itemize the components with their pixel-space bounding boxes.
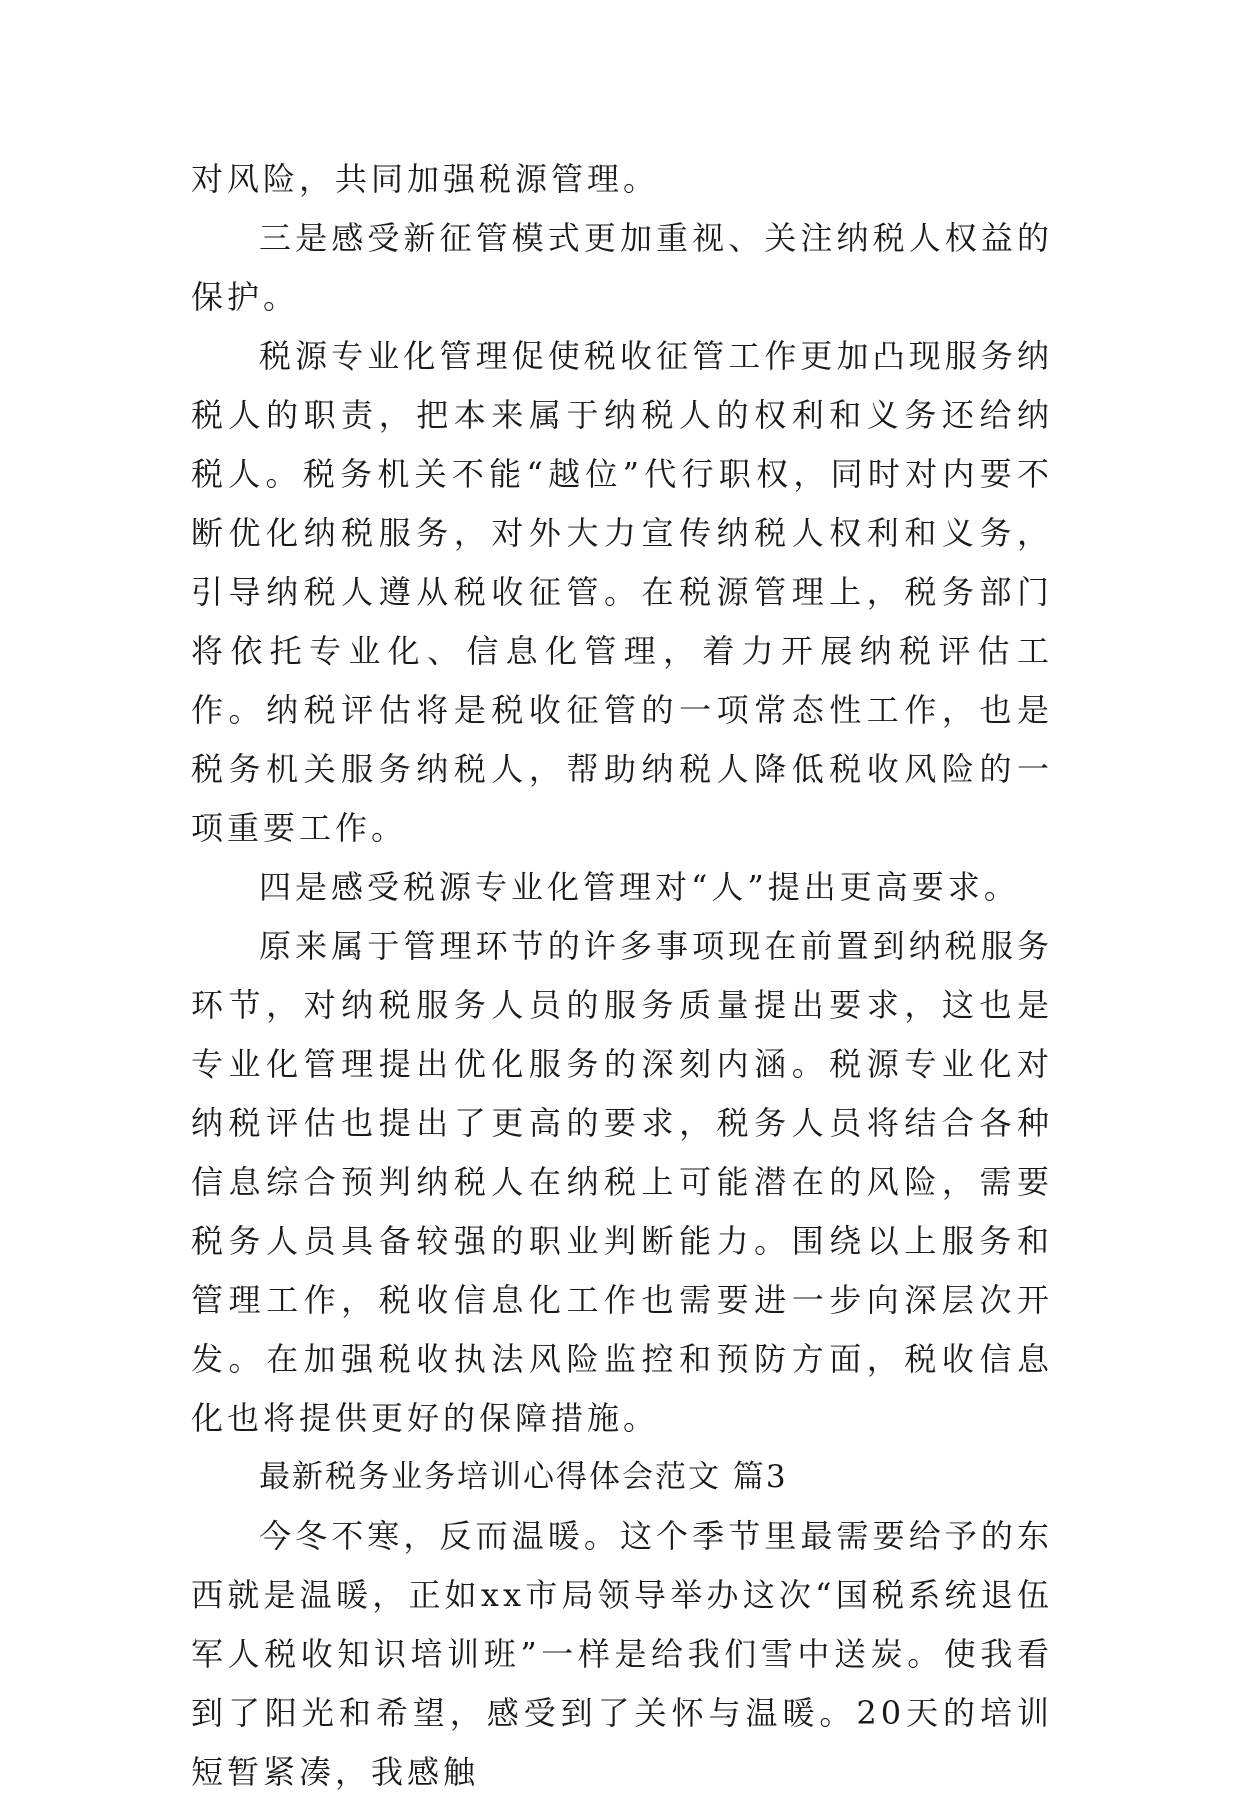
paragraph-point-three-body: 税源专业化管理促使税收征管工作更加凸现服务纳税人的职责，把本来属于纳税人的权利和义务还给纳税人。税务机关不能“越位”代行职权，同时对内要不断优化纳税服务，对外大力宣传纳税人权利和义务，引导纳税人遵从税收征管。在税源管理上，税务部门将依托专业化、信息化管理，着力开展纳税评估工作。纳税评估将是税收征管的一项常态性工作，也是税务机关服务纳税人，帮助纳税人降低税收风险的一项重要工作。 (191, 337, 1053, 847)
paragraph-point-four-body: 原来属于管理环节的许多事项现在前置到纳税服务环节，对纳税服务人员的服务质量提出要求，这也是专业化管理提出优化服务的深刻内涵。税源专业化对纳税评估也提出了更高的要求，税务人员将结合各种信息综合预判纳税人在纳税上可能潜在的风险，需要税务人员具备较强的职业判断能力。围绕以上服务和管理工作，税收信息化工作也需要进一步向深层次开发。在加强税收执法风险监控和预防方面，税收信息化也将提供更好的保障措施。 (191, 927, 1053, 1437)
paragraph-continuation: 对风险，共同加强税源管理。 (191, 160, 660, 198)
document-body (191, 150, 1053, 1802)
section-heading: 最新税务业务培训心得体会范文 篇3 (259, 1459, 788, 1495)
paragraph-section-three-body: 今冬不寒，反而温暖。这个季节里最需要给予的东西就是温暖，正如xx市局领导举办这次“国税系统退伍军人税收知识培训班”一样是给我们雪中送炭。使我看到了阳光和希望，感受到了关怀与温暖。20天的培训短暂紧凑，我感触 (191, 1517, 1053, 1791)
paragraph-point-three: 三是感受新征管模式更加重视、关注纳税人权益的保护。 (191, 219, 1053, 316)
paragraph-point-four: 四是感受税源专业化管理对“人”提出更高要求。 (259, 868, 1020, 906)
